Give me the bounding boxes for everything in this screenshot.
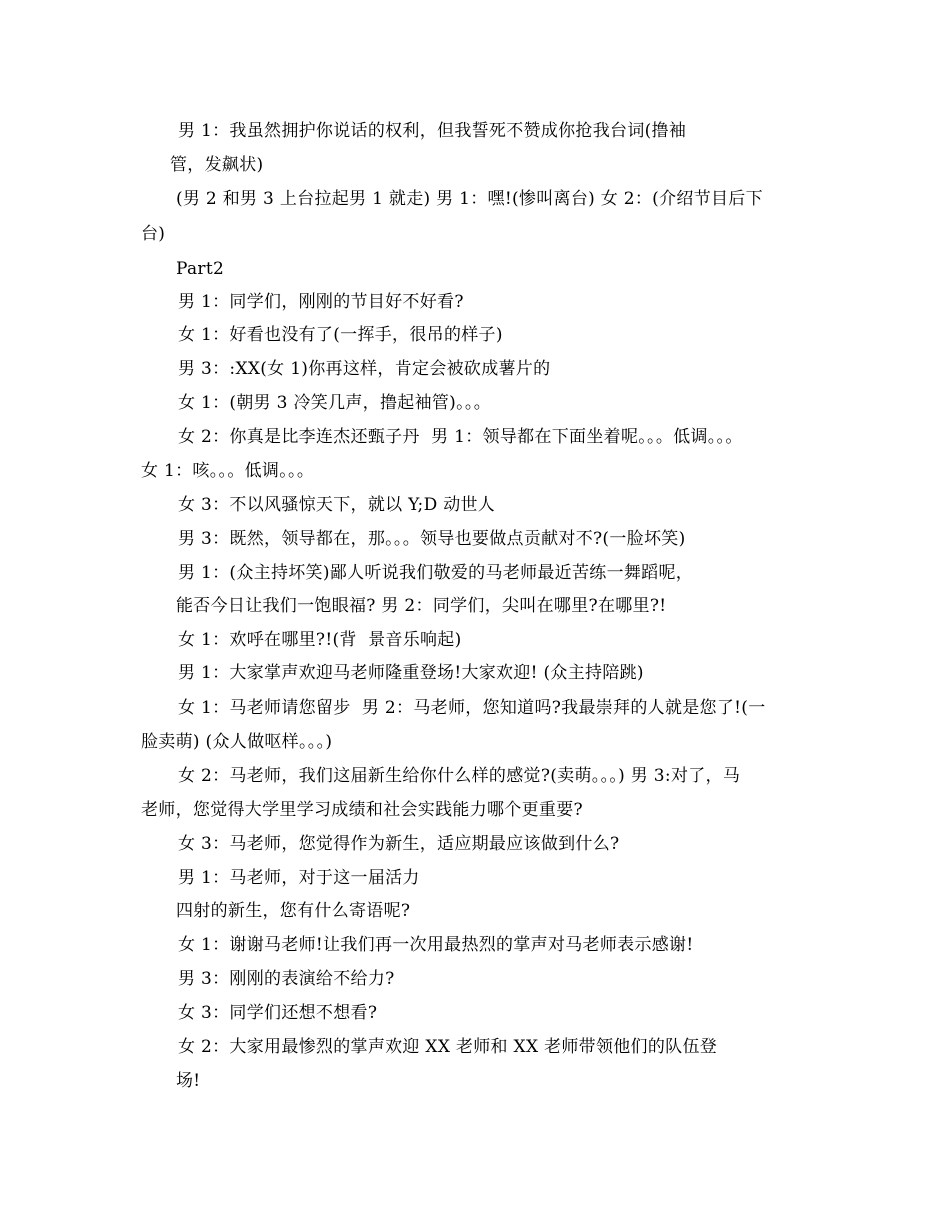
- text-line: 男 1：(众主持坏笑)鄙人听说我们敬爱的马老师最近苦练一舞蹈呢，: [178, 563, 694, 583]
- text-line: 四射的新生，您有什么寄语呢?: [176, 901, 411, 921]
- text-line: 女 1：马老师请您留步 男 2：马老师，您知道吗?我最崇拜的人就是您了!(一: [178, 698, 766, 718]
- text-line: 管，发飙状): [170, 155, 264, 175]
- text-line: 女 1：欢呼在哪里?!(背 景音乐响起): [178, 630, 462, 650]
- text-line: 脸卖萌) (众人做呕样。。。): [141, 732, 333, 752]
- text-line: 女 1：(朝男 3 冷笑几声，撸起袖管)。。。: [178, 393, 492, 413]
- text-line: 能否今日让我们一饱眼福? 男 2：同学们，尖叫在哪里?在哪里?!: [176, 596, 667, 616]
- text-line: 女 1：咳。。。低调。。。: [141, 461, 315, 481]
- text-line: 男 3：刚刚的表演给不给力?: [178, 969, 395, 989]
- text-line: 女 2：马老师，我们这届新生给你什么样的感觉?(卖萌。。。) 男 3:对了，马: [178, 766, 741, 786]
- text-line: 男 1：我虽然拥护你说话的权利，但我誓死不赞成你抢我台词(撸袖: [178, 121, 687, 141]
- text-line: 场!: [176, 1071, 201, 1091]
- text-line: (男 2 和男 3 上台拉起男 1 就走) 男 1：嘿!(惨叫离台) 女 2：(介绍节目后下: [176, 189, 763, 209]
- text-line: 女 2：大家用最惨烈的掌声欢迎 XX 老师和 XX 老师带领他们的队伍登: [178, 1037, 718, 1057]
- text-line: 男 1：大家掌声欢迎马老师隆重登场!大家欢迎! (众主持陪跳): [178, 663, 644, 683]
- text-line: 男 3：:XX(女 1)你再这样，肯定会被砍成薯片的: [178, 359, 551, 379]
- text-line: 女 2：你真是比李连杰还甄子丹 男 1：领导都在下面坐着呢。。。低调。。。: [178, 427, 743, 447]
- text-line: Part2: [176, 259, 225, 279]
- text-line: 男 3：既然，领导都在，那。。。领导也要做点贡献对不?(一脸坏笑): [178, 529, 686, 549]
- text-line: 女 3：同学们还想不想看?: [178, 1003, 378, 1023]
- text-line: 男 1：同学们，刚刚的节目好不好看?: [178, 292, 464, 312]
- text-line: 男 1：马老师，对于这一届活力: [178, 868, 420, 888]
- text-line: 台): [141, 224, 166, 244]
- text-line: 女 1：谢谢马老师!让我们再一次用最热烈的掌声对马老师表示感谢!: [178, 935, 694, 955]
- text-line: 女 3：马老师，您觉得作为新生，适应期最应该做到什么?: [178, 834, 620, 854]
- text-line: 女 1：好看也没有了(一挥手，很吊的样子): [178, 325, 503, 345]
- text-line: 老师，您觉得大学里学习成绩和社会实践能力哪个更重要?: [141, 800, 583, 820]
- text-line: 女 3：不以风骚惊天下，就以 Y;D 动世人: [178, 495, 496, 515]
